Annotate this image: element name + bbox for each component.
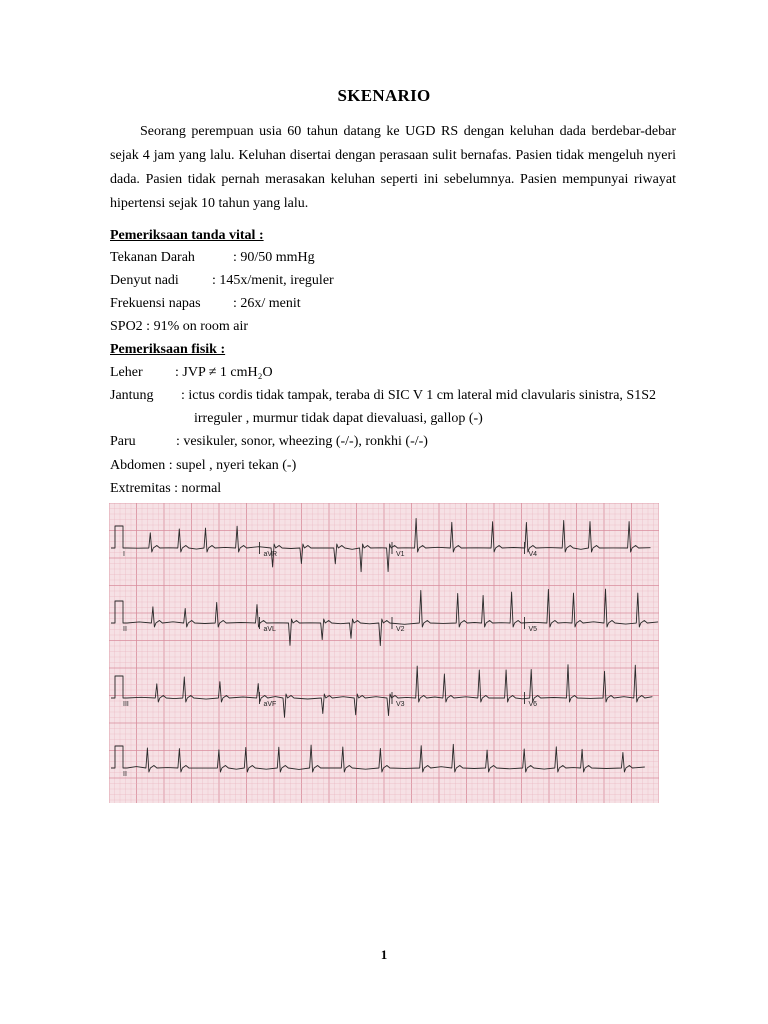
ecg-lead-label: II: [123, 771, 127, 778]
rr-value: : 26x/ menit: [233, 296, 301, 311]
ecg-lead-label: aVL: [263, 626, 276, 633]
spo2-line: SPO2 : 91% on room air: [110, 319, 249, 334]
ecg-trace-image: [109, 503, 659, 803]
ecg-lead-label: V6: [528, 701, 538, 708]
ecg-lead-label: I: [123, 551, 125, 558]
vital-signs-heading: Pemeriksaan tanda vital :: [110, 228, 264, 243]
hr-value: : 145x/menit, ireguler: [212, 273, 334, 288]
ecg-lead-label: II: [123, 626, 127, 633]
heart-value-continued: irreguler , murmur tidak dapat dievaluasi, gallop (-): [194, 411, 483, 426]
document-title: SKENARIO: [337, 86, 431, 105]
ecg-lead-label: aVF: [263, 701, 277, 708]
neck-label: Leher: [110, 365, 143, 380]
extremities-line: Extremitas : normal: [110, 481, 222, 496]
ecg-strip: [109, 503, 659, 803]
heart-value: : ictus cordis tidak tampak, teraba di SIC V 1 cm lateral mid clavularis sinistra, S1S2: [181, 388, 657, 403]
lung-value: : vesikuler, sonor, wheezing (-/-), ronkhi (-/-): [176, 434, 428, 449]
scenario-paragraph: Seorang perempuan usia 60 tahun datang ke UGD RS dengan keluhan dada berdebar-debar sejak 4 jam yang lalu. Keluhan disertai dengan perasaan sulit bernafas. Pasien tidak mengeluh nyeri dada. Pasien tidak pernah merasakan keluhan seperti ini sebelumnya. Pasien mempunyai riwayat hipertensi sejak 10 tahun yang lalu.: [110, 124, 676, 211]
abdomen-line: Abdomen : supel , nyeri tekan (-): [110, 458, 297, 473]
neck-value: : JVP ≠ 1 cmH₂O: [175, 365, 273, 380]
page-number: 1: [380, 947, 388, 962]
ecg-lead-label: V4: [528, 551, 538, 558]
ecg-lead-label: V5: [528, 626, 538, 633]
ecg-lead-label: aVR: [263, 551, 278, 558]
rr-label: Frekuensi napas: [110, 296, 201, 311]
ecg-lead-label: V1: [396, 551, 405, 558]
physical-exam-heading: Pemeriksaan fisik :: [110, 342, 226, 357]
hr-label: Denyut nadi: [110, 273, 179, 288]
bp-value: : 90/50 mmHg: [233, 250, 315, 265]
ecg-lead-label: III: [123, 701, 129, 708]
bp-label: Tekanan Darah: [110, 250, 195, 265]
ecg-lead-label: V3: [396, 701, 405, 708]
heart-label: Jantung: [110, 388, 154, 403]
lung-label: Paru: [110, 434, 136, 449]
ecg-lead-label: V2: [396, 626, 405, 633]
